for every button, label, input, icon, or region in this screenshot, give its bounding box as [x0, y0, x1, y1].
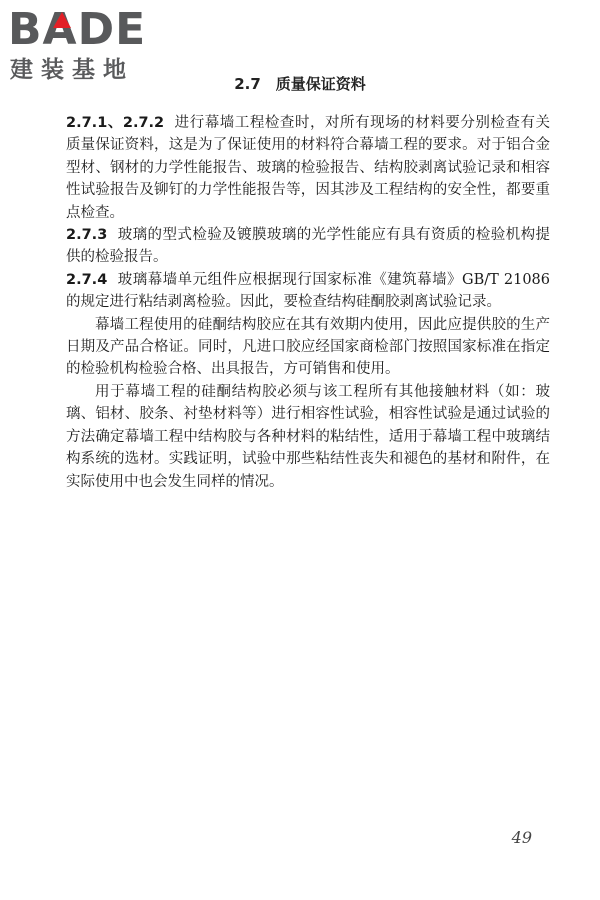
- section-title: 2.7 质量保证资料: [234, 75, 366, 93]
- logo-brand-text: BADE: [8, 4, 147, 55]
- paragraph-sealant-validity: 幕墙工程使用的硅酮结构胶应在其有效期内使用，因此应提供胶的生产日期及产品合格证。同时，凡进口胶应经国家商检部门按照国家标准在指定的检验机构检验合格、出具报告，方可销售和使用。: [66, 316, 550, 378]
- logo-accent-triangle: [53, 12, 71, 28]
- paragraph-compatibility-test: 用于幕墙工程的硅酮结构胶必须与该工程所有其他接触材料（如：玻璃、铝材、胶条、衬垫材料等）进行相容性试验，相容性试验是通过试验的方法确定幕墙工程中结构胶与各种材料的粘结性，适用于幕墙工程中玻璃结构系统的选材。实践证明，试验中那些粘结性丧失和褪色的基材和附件，在实际使用中也会发生同样的情况。: [66, 383, 550, 490]
- clause-number: 2.7.1、2.7.2: [66, 115, 165, 131]
- clause-number: 2.7.3: [66, 227, 108, 244]
- paragraph-text: 玻璃的型式检验及镀膜玻璃的光学性能应有具有资质的检验机构提供的检验报告。: [66, 227, 550, 266]
- paragraph-2-7-3: [66, 224, 550, 269]
- paragraph-text: 玻璃幕墙单元组件应根据现行国家标准《建筑幕墙》GB/T 21086 的规定进行粘结剥离检验。因此，要检查结构硅酮胶剥离试验记录。: [66, 271, 550, 311]
- clause-number: 2.7.4: [66, 271, 108, 288]
- body-content: [66, 112, 550, 493]
- paragraph-text: 进行幕墙工程检查时，对所有现场的材料要分别检查有关质量保证资料，这是为了保证使用的材料符合幕墙工程的要求。对于铝合金型材、钢材的力学性能报告、玻璃的检验报告、结构胶剥离试验记录和相容性试验报告及铆钉的力学性能报告等，因其涉及工程结构的安全性，都要重点检查。: [66, 115, 550, 221]
- paragraph-2-7-1: [66, 112, 550, 224]
- paragraph-2-7-4: [66, 269, 550, 314]
- page-number: 49: [511, 828, 532, 847]
- logo-subtitle: 建装基地: [10, 57, 134, 83]
